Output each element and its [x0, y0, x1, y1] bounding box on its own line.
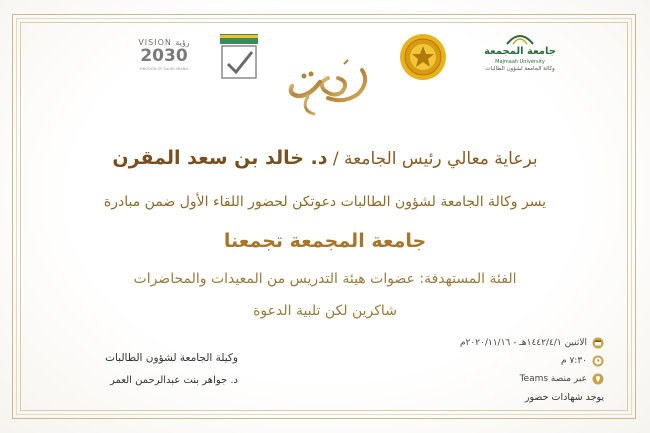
invite-line: يسر وكالة الجامعة لشؤون الطالبات دعوتكن لحضور اللقاء الأول ضمن مبادرة: [103, 194, 547, 210]
calendar-icon: [592, 337, 604, 349]
platform-row: عبر منصة Teams: [384, 370, 604, 388]
university-seal-icon: [398, 32, 448, 82]
signatory-title: وكيلة الجامعة لشؤون الطالبات: [105, 352, 238, 364]
signature-block: [38, 352, 238, 386]
thanks-line: شاكرين لكن تلبية الدعوة: [253, 303, 397, 319]
majmaah-university-logo: جامعة المجمعة Majmaah University وكالة الجامعة لشؤون الطالبات: [484, 32, 556, 82]
patron-name: د. خالد بن سعد المقرن: [112, 147, 328, 169]
target-audience-line: الفئة المستهدفة: عضوات هيئة التدريس من المعيدات والمحاضرات: [133, 271, 517, 287]
event-details: [384, 334, 604, 406]
accreditation-logo: [218, 32, 260, 82]
date-row: الاثنين ١٤٤٢/٤/١هـ - ٢٠٢٠/١١/١٦م: [384, 334, 604, 352]
clock-icon: [592, 355, 604, 367]
dawa-calligraphy-title: [280, 52, 380, 122]
event-name: جامعة المجمعة تجمعنا: [223, 230, 427, 252]
certificates-row: يوجد شهادات حضور: [524, 391, 604, 403]
location-pin-icon: [592, 373, 604, 385]
time-row: ٧:٣٠ م: [384, 352, 604, 370]
vision-2030-logo: VISION رؤية 2030 KINGDOM OF SAUDI ARABIA: [138, 38, 190, 71]
signatory-name: د. جواهر بنت عبدالرحمن العمر: [110, 375, 238, 386]
patron-line: برعاية معالي رئيس الجامعة / د. خالد بن سعد المقرن: [112, 147, 538, 169]
